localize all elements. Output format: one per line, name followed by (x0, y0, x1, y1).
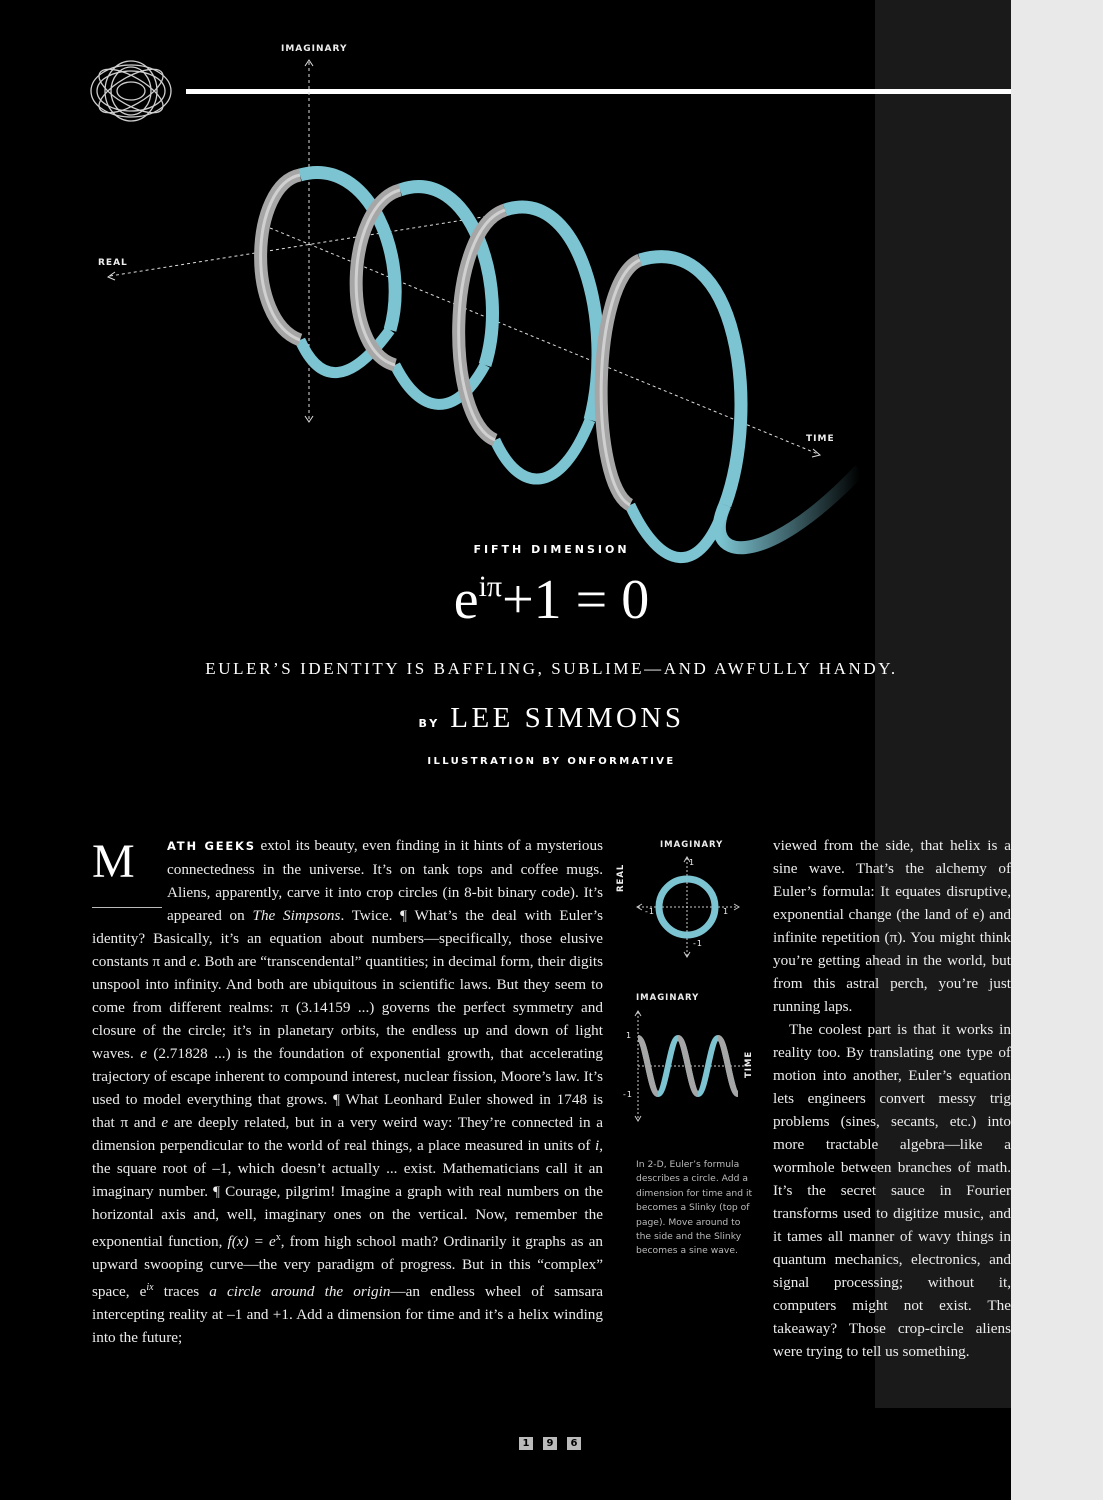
drop-cap: M (92, 836, 162, 908)
equation-base: e (453, 569, 479, 631)
col3-paragraph-1: viewed from the side, that helix is a sine wave. That’s the alchemy of Euler’s formula: It equates disruptive, exponential change (the land of e) and infinite repetition (π). You might think you’re getting ahead in the world, but from this astral perch, you’re just running laps. (773, 837, 1011, 1015)
euler-equation (0, 569, 1103, 631)
body-text-italic: i (594, 1137, 600, 1154)
illustration-credit: ILLUSTRATION BY ONFORMATIVE (427, 756, 676, 767)
article-column-1 (92, 834, 603, 1349)
col3-paragraph-2: The coolest part is that it works in reality too. By translating one type of motion into another, Euler’s equation lets engineers convert messy trig problems (sines, secants, etc.) into more tractable algebra—like a wormhole between branches of math. It’s the secret sauce in Fourier transforms used to digitize music, and it tames all manner of wavy things in quantum mechanics, electronics, and signal processing; without it, computers might not exist. The takeaway? Those crop-circle aliens were trying to tell us something. (773, 1021, 1011, 1360)
equation-rest: +1 = 0 (502, 569, 650, 631)
wave-label-time: TIME (744, 1050, 754, 1078)
lead-in: ATH GEEKS (167, 839, 256, 853)
article-column-3 (773, 834, 1011, 1363)
body-text-italic: f(x) = e (227, 1233, 276, 1251)
axis-label-real: REAL (98, 258, 128, 268)
body-text-superscript: ix (146, 1282, 154, 1294)
author-name: LEE SIMMONS (450, 702, 685, 734)
section-kicker: FIFTH DIMENSION (473, 543, 630, 556)
complex-circle-diagram (618, 850, 748, 962)
body-text-italic: e (161, 1114, 169, 1131)
body-text: . Twice. ¶ What’s the deal with Euler’s identity? Basically, it’s an equation about numbers—specifically, those elusive constants π and (92, 907, 603, 970)
body-text: traces (153, 1283, 210, 1301)
page-number (519, 1437, 581, 1450)
helix-illustration (0, 0, 1011, 600)
body-text: , the square root of –1, which doesn’t actually ... exist. Mathematicians call it an imaginary number. ¶ Courage, pilgrim! Imagine a graph with real numbers on the horizontal axis and, well, imaginary ones on the vertical. Now, remember the exponential function, (92, 1137, 603, 1251)
body-text-italic: e (140, 1045, 147, 1062)
byline-by: BY (418, 717, 441, 730)
circle-tick-top: 1 (689, 858, 696, 867)
body-text: , from high school math? Ordinarily it graphs as an upward swooping curve—the very paradigm of progress. But in this “complex” space, e (92, 1233, 603, 1301)
diagram-caption: In 2-D, Euler’s formula describes a circle. Add a dimension for time and it becomes a Slinky (top of page). Move around to the side and the Slinky becomes a sine wave. (636, 1159, 753, 1257)
page-digit: 1 (519, 1437, 533, 1450)
body-text-italic: The Simpsons (252, 907, 341, 924)
dek: EULER’S IDENTITY IS BAFFLING, SUBLIME—AND AWFULLY HANDY. (205, 659, 898, 678)
body-text-italic: e (189, 953, 197, 970)
circle-label-imaginary: IMAGINARY (660, 840, 724, 850)
body-text: are deeply related, but in a very weird way: They’re connected in a dimension perpendicular to the world of real things, a place measured in units of (92, 1114, 603, 1154)
axis-label-imaginary: IMAGINARY (281, 44, 348, 54)
equation-exponent: iπ (478, 570, 503, 603)
body-text-superscript: x (275, 1232, 281, 1243)
page-digit: 6 (567, 1437, 581, 1450)
wave-label-imaginary: IMAGINARY (636, 993, 700, 1003)
circle-tick-right: 1 (723, 907, 730, 916)
body-text-italic: a circle around the origin (209, 1283, 391, 1301)
body-text: . Both are “transcendental” quantities; in decimal form, their digits unspool into infinity. And both are ubiquitous in scientific laws. But they seem to come from different realms: π (3.14159 ...) governs the perfect symmetry and closure of the circle; it’s in planetary orbits, the endless up and down of light waves. (92, 953, 603, 1062)
circle-tick-left: -1 (645, 907, 655, 916)
page-margin (1011, 0, 1103, 1500)
byline (0, 702, 1103, 735)
body-text: (2.71828 ...) is the foundation of exponential growth, that accelerating trajectory of escape inherent to compound interest, nuclear fission, Moore’s law. It’s used to model everything that grows. ¶ What Leonhard Euler showed in 1748 is that π and (92, 1045, 604, 1131)
wave-tick-bottom: -1 (623, 1090, 633, 1099)
page-digit: 9 (543, 1437, 557, 1450)
wave-tick-top: 1 (626, 1031, 633, 1040)
body-text: —an endless wheel of samsara intercepting reality at –1 and +1. Add a dimension for time and it’s a helix winding into the future; (92, 1283, 603, 1347)
axis-label-time: TIME (806, 434, 835, 444)
circle-label-real: REAL (616, 863, 626, 892)
sine-wave-diagram (628, 1008, 758, 1126)
body-text: extol its beauty, even finding in it hints of a mysterious connectedness in the universe. It’s on tank tops and coffee mugs. Aliens, apparently, carve it into crop circles (in 8-bit binary code). It’s appeared on (167, 837, 603, 924)
circle-tick-bottom: -1 (693, 939, 703, 948)
